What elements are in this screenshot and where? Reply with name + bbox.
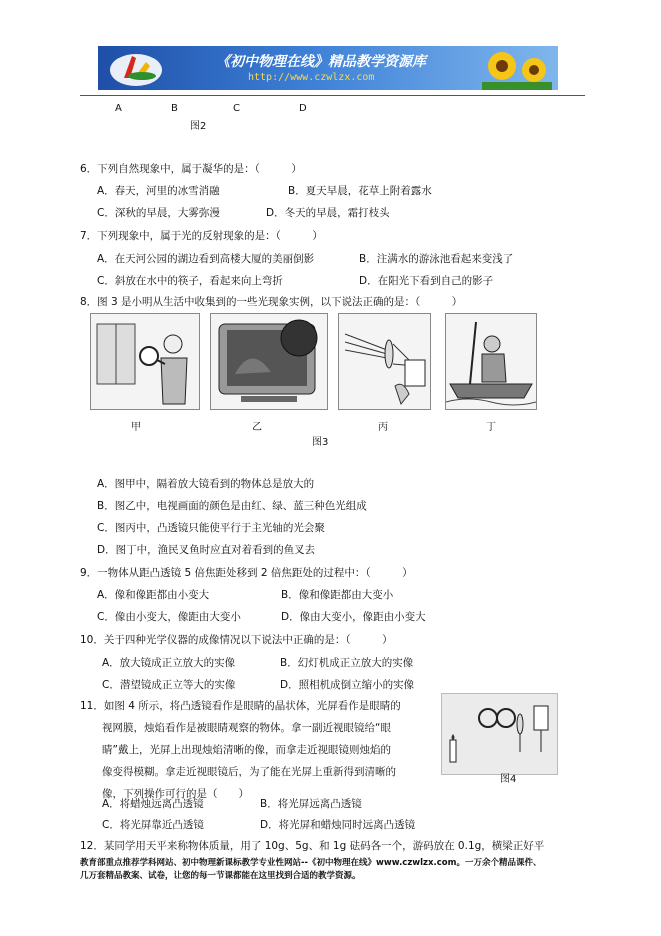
q11-line-1: 11．如图 4 所示，将凸透镜看作是眼睛的晶状体，光屏看作是眼睛的	[80, 700, 401, 712]
q6-option-b: B．夏天早晨，花草上附着露水	[288, 185, 432, 197]
fig4-caption: 图4	[500, 774, 517, 785]
header-rule	[80, 95, 585, 96]
q10-option-d: D．照相机成倒立缩小的实像	[280, 679, 415, 691]
q7-option-a: A．在天河公园的湖边看到高楼大厦的美丽倒影	[97, 253, 315, 265]
fig3-image-jia	[90, 313, 200, 410]
sunflower-icon	[482, 46, 552, 90]
q7-option-b: B．注满水的游泳池看起来变浅了	[359, 253, 514, 265]
fig3-label-ding: 丁	[486, 422, 496, 433]
fig3-label-yi: 乙	[252, 422, 262, 433]
fig3-image-yi	[210, 313, 328, 410]
q10-option-a: A．放大镜成正立放大的实像	[102, 657, 236, 669]
header-banner	[98, 46, 558, 90]
q6-option-a: A．春天，河里的冰雪消融	[97, 185, 220, 197]
q6-stem: 6．下列自然现象中，属于凝华的是：（ ）	[80, 163, 302, 175]
q11-line-5: 像，下列操作可行的是（ ）	[102, 788, 249, 800]
q8-option-c: C．图丙中，凸透镜只能使平行于主光轴的光会聚	[97, 522, 325, 534]
q6-option-d: D．冬天的早晨，霜打枝头	[266, 207, 390, 219]
banner-url[interactable]: http://www.czwlzx.com	[248, 72, 375, 83]
fig4-image	[441, 693, 558, 775]
footer-line-2: 几万套精品教案、试卷，让您的每一节课都能在这里找到合适的教学资源。	[80, 871, 361, 881]
fig2-caption: 图2	[190, 121, 207, 132]
q8-stem: 8．图 3 是小明从生活中收集到的一些光现象实例，以下说法正确的是：（ ）	[80, 296, 463, 308]
fig3-label-bing: 丙	[378, 422, 388, 433]
fig2-option-b: B	[171, 103, 178, 114]
footer-line-1: 教育部重点推荐学科网站、初中物理新课标教学专业性网站--《初中物理在线》www.czwlzx.com。一万余个精品课件、	[80, 858, 542, 868]
q10-stem: 10．关于四种光学仪器的成像情况以下说法中正确的是：（ ）	[80, 634, 393, 646]
q10-option-c: C．潜望镜成正立等大的实像	[102, 679, 236, 691]
logo-icon	[106, 48, 166, 88]
q7-stem: 7．下列现象中，属于光的反射现象的是：（ ）	[80, 230, 323, 242]
q6-option-c: C．深秋的早晨，大雾弥漫	[97, 207, 220, 219]
q8-option-b: B．图乙中，电视画面的颜色是由红、绿、蓝三种色光组成	[97, 500, 367, 512]
q11-option-b: B．将光屏远离凸透镜	[260, 798, 362, 810]
q8-option-a: A．图甲中，隔着放大镜看到的物体总是放大的	[97, 478, 315, 490]
q11-option-d: D．将光屏和蜡烛同时远离凸透镜	[260, 819, 416, 831]
fig2-option-d: D	[299, 103, 307, 114]
q11-line-4: 像变得模糊。拿走近视眼镜后，为了能在光屏上重新得到清晰的	[102, 766, 396, 778]
q9-stem: 9．一物体从距凸透镜 5 倍焦距处移到 2 倍焦距处的过程中：（ ）	[80, 567, 413, 579]
q9-option-c: C．像由小变大，像距由大变小	[97, 611, 241, 623]
q9-option-b: B．像和像距都由大变小	[281, 589, 394, 601]
q11-option-c: C．将光屏靠近凸透镜	[102, 819, 204, 831]
q7-option-d: D．在阳光下看到自己的影子	[359, 275, 494, 287]
q11-option-a: A．将蜡烛远离凸透镜	[102, 798, 204, 810]
q10-option-b: B．幻灯机成正立放大的实像	[280, 657, 414, 669]
fig2-option-a: A	[115, 103, 122, 114]
q12-stem: 12．某同学用天平来称物体质量，用了 10g、5g、和 1g 砝码各一个，游码放在 0.1g，横梁正好平	[80, 840, 545, 852]
fig3-label-jia: 甲	[131, 422, 141, 433]
q8-option-d: D．图丁中，渔民叉鱼时应直对着看到的鱼叉去	[97, 544, 316, 556]
q7-option-c: C．斜放在水中的筷子，看起来向上弯折	[97, 275, 283, 287]
fig3-image-bing	[338, 313, 431, 410]
q9-option-a: A．像和像距都由小变大	[97, 589, 210, 601]
q11-line-2: 视网膜，烛焰看作是被眼睛观察的物体。拿一副近视眼镜给“眼	[102, 722, 391, 734]
q11-line-3: 睛”戴上，光屏上出现烛焰清晰的像，而拿走近视眼镜则烛焰的	[102, 744, 391, 756]
fig3-image-ding	[445, 313, 537, 410]
banner-title: 《初中物理在线》精品教学资源库	[216, 54, 426, 70]
fig2-option-c: C	[233, 103, 240, 114]
fig3-caption: 图3	[312, 437, 329, 448]
q9-option-d: D．像由大变小，像距由小变大	[281, 611, 426, 623]
